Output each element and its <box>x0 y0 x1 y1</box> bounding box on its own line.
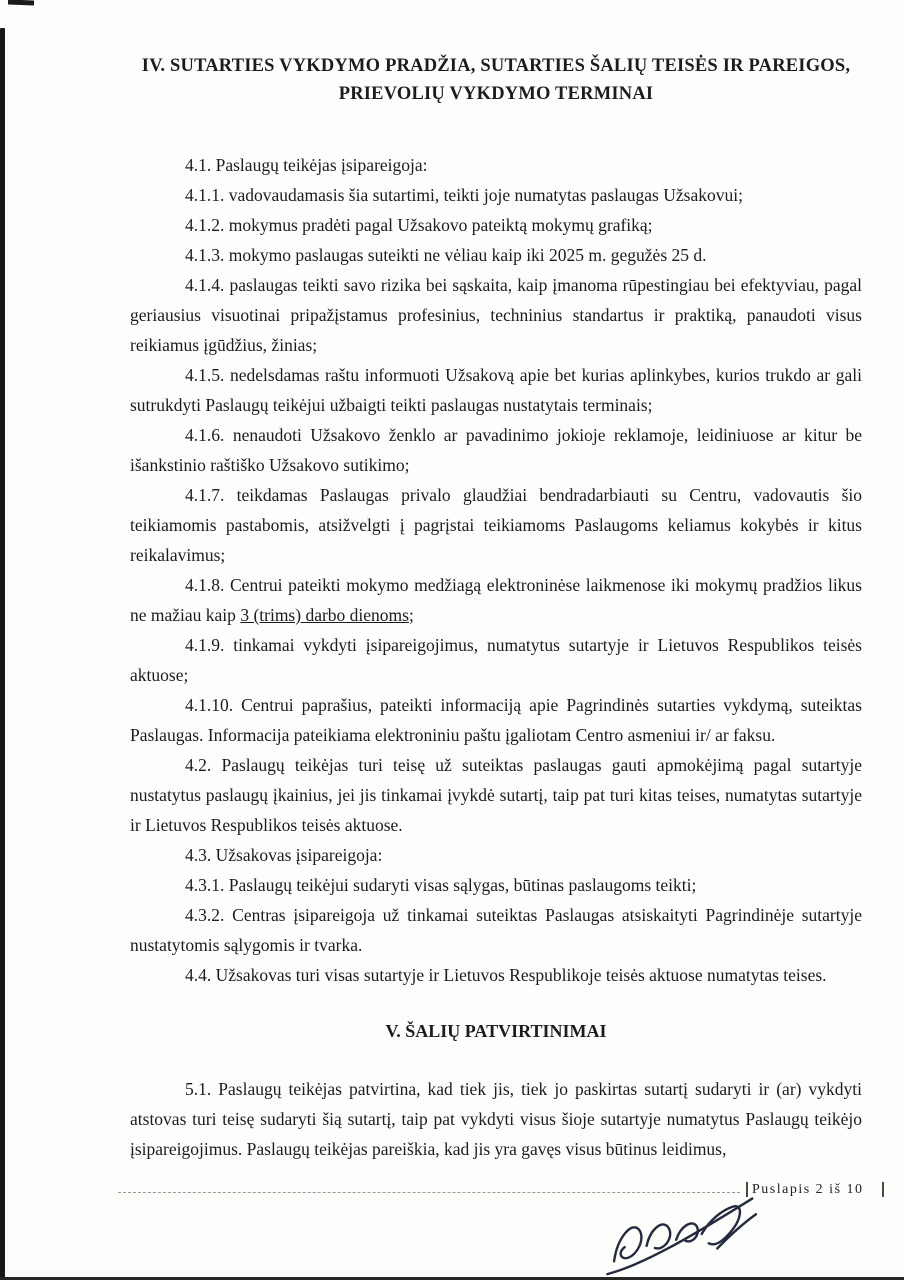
paragraph-text: 4.1.9. tinkamai vykdyti įsipareigojimus, numatytus sutartyje ir Lietuvos Respublikos teisės aktuose; <box>130 635 862 685</box>
section-heading: V. ŠALIŲ PATVIRTINIMAI <box>385 1021 607 1041</box>
paragraph <box>130 960 862 990</box>
paragraph-text: 4.1.10. Centrui paprašius, pateikti informaciją apie Pagrindinės sutarties vykdymą, suteiktas Paslaugas. Informacija pateikiama elektroniniu paštu įgaliotam Centro asmeniui ir/ ar faksu. <box>130 695 862 745</box>
paragraph-text: ; <box>408 605 414 625</box>
paragraph-text: 4.3.2. Centras įsipareigoja už tinkamai suteiktas Paslaugas atsiskaityti Pagrindinėje sutartyje nustatytomis sąlygomis ir tvarka. <box>130 905 862 955</box>
paragraph <box>130 480 862 570</box>
paragraph-text: 4.1.5. nedelsdamas raštu informuoti Užsakovą apie bet kurias aplinkybes, kurios trukdo ar gali sutrukdyti Paslaugų teikėjui užbaigti teikti paslaugas nustatytais terminais; <box>130 365 862 415</box>
paragraph-text: 4.1.1. vadovaudamasis šia sutartimi, teikti joje numatytas paslaugas Užsakovui; <box>185 185 743 205</box>
paragraph-text: 4.1. Paslaugų teikėjas įsipareigoja: <box>185 155 428 175</box>
paragraph-text: 4.2. Paslaugų teikėjas turi teisę už suteiktas paslaugas gauti apmokėjimą pagal sutartyje nustatytus paslaugų įkainius, jei jis tinkamai įvykdė sutartį, taip pat turi kitas teises, numatytas sutartyje ir Lietuvos Respublikos teisės aktuose. <box>130 755 862 835</box>
paragraph <box>130 210 862 240</box>
paragraph <box>130 180 862 210</box>
paragraph <box>130 870 862 900</box>
document-content <box>130 52 862 1164</box>
scan-artifact-left-edge <box>0 28 5 1280</box>
paragraph <box>130 360 862 420</box>
paragraph-text: 4.1.4. paslaugas teikti savo rizika bei sąskaita, kaip įmanoma rūpestingiau bei efektyviau, pagal geriausius visuotinai pripažįstamus profesinius, techninius standartus ir praktiką, panaudoti visus reikiamus įgūdžius, žinias; <box>130 275 862 355</box>
paragraph-text: 4.1.2. mokymus pradėti pagal Užsakovo pateiktą mokymų grafiką; <box>185 215 653 235</box>
paragraph-text: 5.1. Paslaugų teikėjas patvirtina, kad tiek jis, tiek jo paskirtas sutartį sudaryti ir (ar) vykdyti atstovas turi teisę sudaryti šią sutartį, taip pat vykdyti visus šioje sutartyje numatytus Paslaugų teikėjo įsipareigojimus. Paslaugų teikėjas pareiškia, kad jis yra gavęs visus būtinus leidimus, <box>130 1079 862 1159</box>
paragraph-text: 4.1.7. teikdamas Paslaugas privalo glaudžiai bendradarbiauti su Centru, vadovautis šio teikiamomis pastabomis, atsižvelgti į pagrįstai teikiamoms Paslaugoms keliamus kokybės ir kitus reikalavimus; <box>130 485 862 565</box>
scan-artifact-top-mark <box>8 0 34 5</box>
document-title-line2: PRIEVOLIŲ VYKDYMO TERMINAI <box>338 84 654 104</box>
paragraph <box>130 630 862 690</box>
paragraph <box>130 690 862 750</box>
paragraph-text: 4.4. Užsakovas turi visas sutartyje ir Lietuvos Respublikoje teisės aktuose numatytas teises. <box>185 965 827 985</box>
paragraph <box>130 420 862 480</box>
footer-separator-line <box>118 1192 740 1193</box>
paragraph-text: 4.3.1. Paslaugų teikėjui sudaryti visas sąlygas, būtinas paslaugoms teikti; <box>185 875 697 895</box>
footer-tick-mark-right <box>882 1182 884 1197</box>
paragraph-text: 4.3. Užsakovas įsipareigoja: <box>185 845 383 865</box>
paragraph-text: 4.1.8. Centrui pateikti mokymo medžiagą elektroninėse laikmenose iki mokymų pradžios likus ne mažiau kaip <box>130 575 862 625</box>
underlined-text: 3 (trims) darbo dienoms <box>240 605 409 625</box>
page-number: Puslapis 2 iš 10 <box>752 1182 864 1197</box>
paragraph-text: 4.1.3. mokymo paslaugas suteikti ne vėliau kaip iki 2025 m. gegužės 25 d. <box>185 245 707 265</box>
paragraph <box>130 750 862 840</box>
paragraph <box>130 570 862 630</box>
paragraph-text: 4.1.6. nenaudoti Užsakovo ženklo ar pavadinimo jokioje reklamoje, leidiniuose ar kitur be išankstinio raštiško Užsakovo sutikimo; <box>130 425 862 475</box>
paragraph <box>130 1074 862 1164</box>
paragraph <box>130 240 862 270</box>
page-footer <box>118 1180 884 1206</box>
document-body <box>130 150 862 1164</box>
paragraph <box>130 900 862 960</box>
paragraph <box>130 270 862 360</box>
document-title <box>130 52 862 108</box>
document-title-line1: IV. SUTARTIES VYKDYMO PRADŽIA, SUTARTIES ŠALIŲ TEISĖS IR PAREIGOS, <box>141 56 851 76</box>
paragraph <box>130 840 862 870</box>
paragraph <box>130 150 862 180</box>
